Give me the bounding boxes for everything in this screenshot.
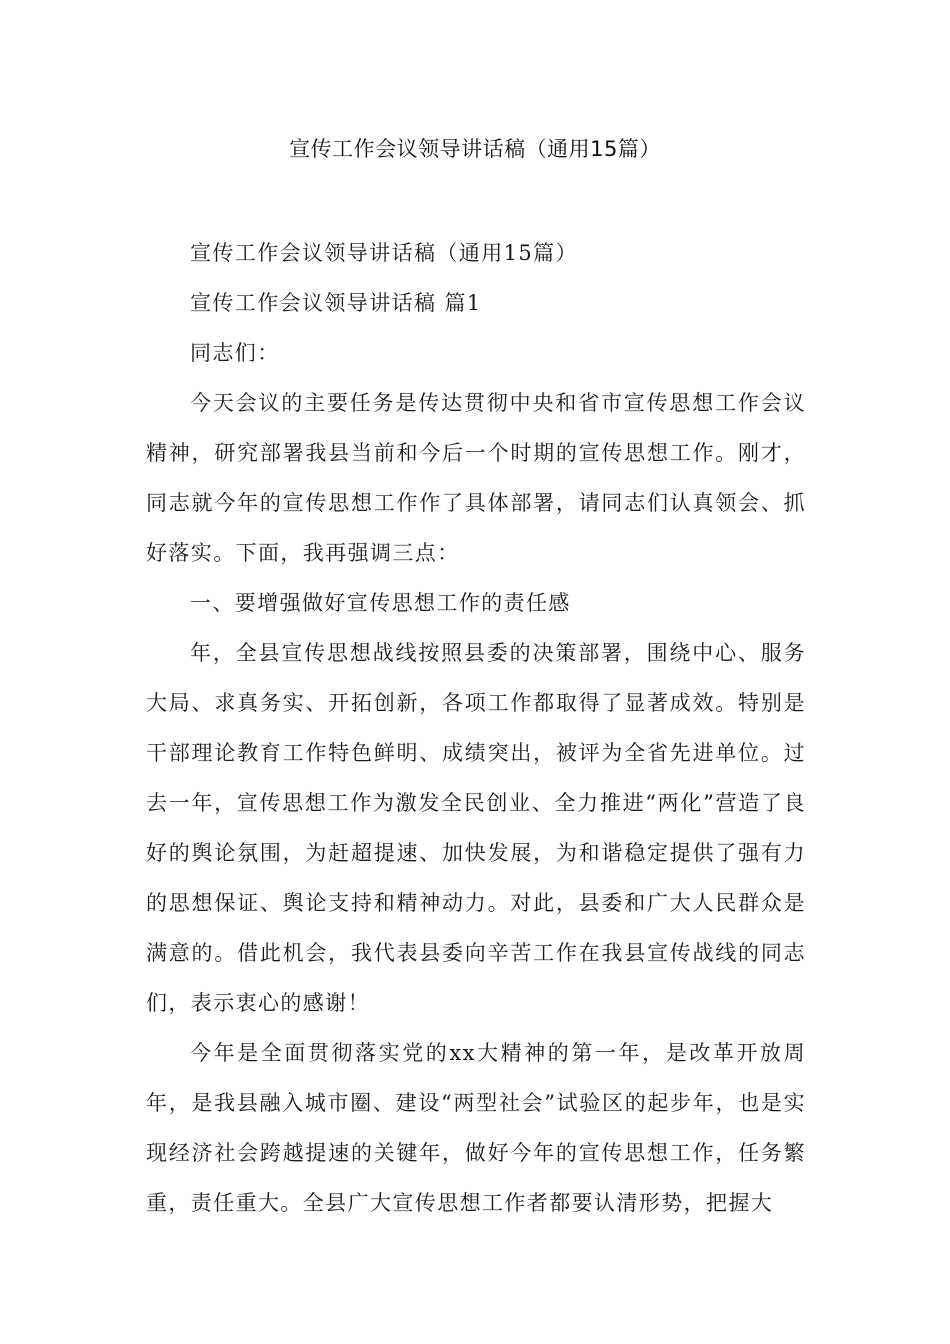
- paragraph: 今年是全面贯彻落实党的xx大精神的第一年，是改革开放周年，是我县融入城市圈、建设“两型社会”试验区的起步年，也是实现经济社会跨越提速的关键年，做好今年的宣传思想工作，任务繁重，责任重大。全县广大宣传思想工作者都要认清形势，把握大: [146, 1041, 806, 1215]
- paragraph: 今天会议的主要任务是传达贯彻中央和省市宣传思想工作会议精神，研究部署我县当前和今后一个时期的宣传思想工作。刚才，同志就今年的宣传思想工作作了具体部署，请同志们认真领会、抓好落实。下面，我再强调三点：: [146, 391, 806, 565]
- paragraph: 年，全县宣传思想战线按照县委的决策部署，围绕中心、服务大局、求真务实、开拓创新，各项工作都取得了显著成效。特别是干部理论教育工作特色鲜明、成绩突出，被评为全省先进单位。过去一年，宣传思想工作为激发全民创业、全力推进“两化”营造了良好的舆论氛围，为赶超提速、加快发展，为和谐稳定提供了强有力的思想保证、舆论支持和精神动力。对此，县委和广大人民群众是满意的。借此机会，我代表县委向辛苦工作在我县宣传战线的同志们，表示衷心的感谢！: [146, 641, 806, 1015]
- document-title: 宣传工作会议领导讲话稿（通用15篇）: [289, 137, 661, 161]
- document-body: [146, 228, 806, 1228]
- paragraph-section-heading: 宣传工作会议领导讲话稿 篇1: [190, 291, 482, 315]
- paragraph-subtitle: 宣传工作会议领导讲话稿（通用15篇）: [190, 241, 578, 265]
- paragraph-salutation: 同志们：: [190, 341, 280, 365]
- paragraph-heading: 一、要增强做好宣传思想工作的责任感: [190, 591, 571, 615]
